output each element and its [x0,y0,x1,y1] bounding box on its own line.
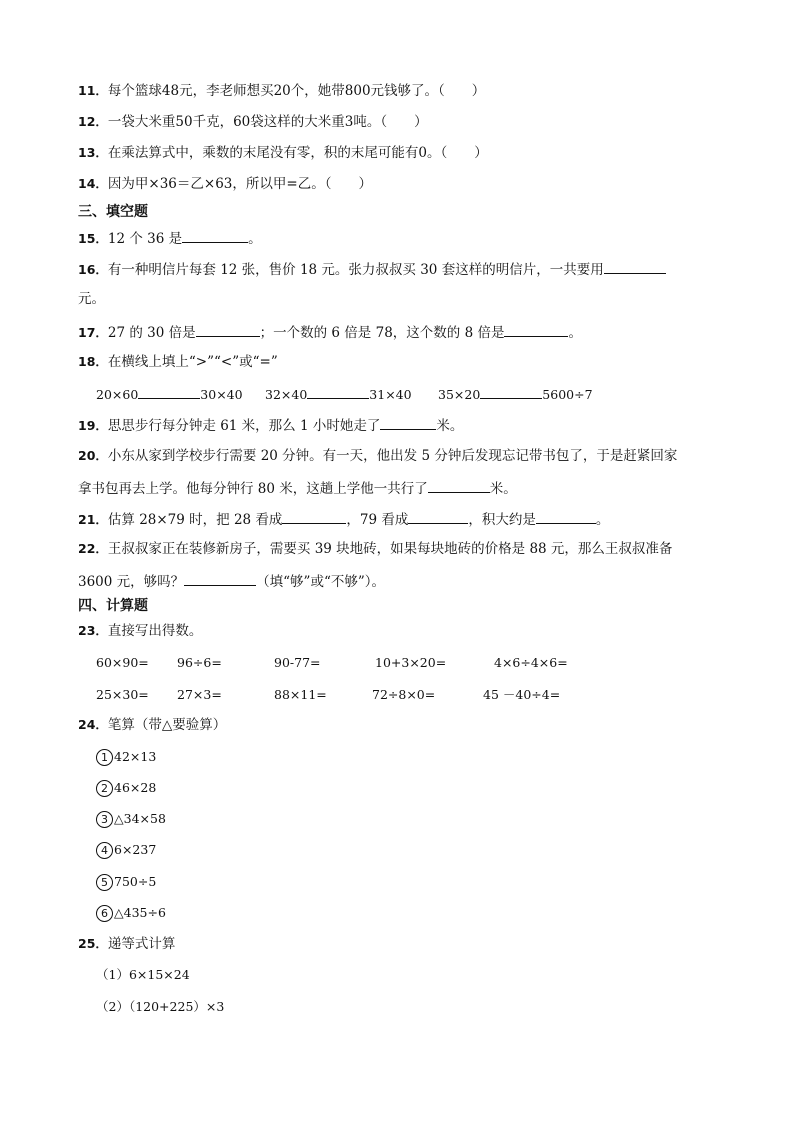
question-21 [78,509,609,529]
question-number: 22． [78,541,108,556]
written-calc-item [96,873,156,891]
question-number: 19． [78,418,108,433]
calc-item: 96÷6= [177,655,222,670]
question-14 [78,175,372,193]
answer-blank[interactable] [182,228,248,243]
question-text: 估算 28×79 时，把 28 看成 [107,512,283,528]
calc-item: 10+3×20= [375,655,447,670]
question-number: 18． [78,354,108,369]
question-text: 元。 [78,291,105,307]
answer-blank[interactable] [480,384,542,399]
calc-item: 90-77= [274,655,321,670]
expression: △34×58 [114,811,166,826]
question-text: 笔算（带△要验算） [107,717,227,733]
question-text: 12 个 36 是 [107,231,183,247]
question-number: 23． [78,623,108,638]
question-text: ；一个数的 6 倍是 78，这个数的 8 倍是 [259,325,505,341]
question-text: 王叔叔家正在装修新房子，需要买 39 块地砖，如果每块地砖的价格是 88 元，那么王叔叔准备 [107,541,673,557]
question-24 [78,716,226,734]
compare-left: 32×40 [265,387,308,402]
calc-item: 60×90= [96,655,149,670]
question-20-cont [78,478,517,498]
question-22 [78,540,672,558]
question-number: 20． [78,448,108,463]
calc-item: 27×3= [177,687,222,702]
question-text: 小东从家到学校步行需要 20 分钟。有一天，他出发 5 分钟后发现忘记带书包了，于是赶紧回家 [107,448,678,464]
question-text: 在乘法算式中，乘数的末尾没有零，积的末尾可能有0。（ ） [107,145,488,161]
circled-number: 4 [96,842,113,859]
question-text: 有一种明信片每套 12 张，售价 18 元。张力叔叔买 30 套这样的明信片，一共要用 [107,262,604,278]
question-number: 16． [78,262,108,277]
question-11 [78,82,485,100]
question-16 [78,259,666,279]
answer-blank[interactable] [504,322,568,337]
compare-item [265,384,412,404]
question-number: 11． [78,83,108,98]
question-number: 14． [78,176,108,191]
question-text: ，79 看成 [346,512,409,528]
written-calc-item [96,810,166,828]
expression: 46×28 [114,780,157,795]
section-heading-calculation: 四、计算题 [78,598,148,614]
question-12 [78,113,428,131]
question-19 [78,415,463,435]
question-25 [78,935,175,953]
question-text: 拿书包再去上学。他每分钟行 80 米，这趟上学他一共行了 [78,481,428,497]
question-13 [78,144,488,162]
question-text: 一袋大米重50千克，60袋这样的大米重3吨。（ ） [107,114,428,130]
calc-item: 4×6÷4×6= [494,655,568,670]
question-text: 在横线上填上“>”“<”或“=” [107,354,278,370]
question-22-cont [78,571,385,591]
calc-item: 88×11= [274,687,327,702]
question-number: 12． [78,114,108,129]
answer-blank[interactable] [428,478,490,493]
question-number: 21． [78,512,108,527]
stepwise-calc-item: （2）（120+225）×3 [96,999,225,1014]
question-17 [78,322,582,342]
calc-item: 72÷8×0= [372,687,436,702]
expression: 42×13 [114,749,157,764]
question-text: 思思步行每分钟走 61 米，那么 1 小时她走了 [107,418,381,434]
question-number: 17． [78,325,108,340]
calc-item: 45 －40÷4= [483,687,561,702]
question-text: （填“够”或“不够”）。 [256,574,386,590]
question-18 [78,353,278,371]
question-text: 每个篮球48元，李老师想买20个，她带800元钱够了。（ ） [107,83,486,99]
circled-number: 1 [96,749,113,766]
circled-number: 6 [96,905,113,922]
question-number: 25． [78,936,108,951]
question-text: 3600 元，够吗？ [78,574,185,590]
expression: △435÷6 [114,905,166,920]
compare-left: 20×60 [96,387,139,402]
question-text: 直接写出得数。 [107,623,203,639]
answer-blank[interactable] [196,322,260,337]
written-calc-item [96,841,156,859]
question-text: 因为甲×36＝乙×63，所以甲=乙。（ ） [107,176,372,192]
compare-right: 5600÷7 [542,387,593,402]
compare-right: 30×40 [200,387,243,402]
question-text: 27 的 30 倍是 [107,325,196,341]
question-text: ，积大约是 [468,512,536,528]
circled-number: 3 [96,811,113,828]
question-16-cont [78,290,105,308]
written-calc-item [96,748,156,766]
answer-blank[interactable] [408,509,468,524]
question-number: 13． [78,145,108,160]
question-23 [78,622,202,640]
expression: 750÷5 [114,874,157,889]
compare-item [438,384,593,404]
answer-blank[interactable] [380,415,436,430]
question-text: 。 [248,231,262,247]
stepwise-calc-item: （1）6×15×24 [96,967,190,982]
circled-number: 2 [96,780,113,797]
question-number: 24． [78,717,108,732]
answer-blank[interactable] [184,571,256,586]
section-heading-fill-blank: 三、填空题 [78,204,148,220]
answer-blank[interactable] [138,384,200,399]
calc-item: 25×30= [96,687,149,702]
answer-blank[interactable] [307,384,369,399]
question-text: 米。 [436,418,464,434]
question-15 [78,228,262,248]
compare-right: 31×40 [369,387,412,402]
question-20 [78,447,677,465]
question-text: 递等式计算 [107,936,176,952]
compare-item [96,384,243,404]
question-text: 米。 [489,481,517,497]
expression: 6×237 [114,842,157,857]
compare-left: 35×20 [438,387,481,402]
answer-blank[interactable] [604,259,666,274]
question-text: 。 [568,325,582,341]
question-text: 。 [595,512,610,528]
question-number: 15． [78,231,108,246]
answer-blank[interactable] [282,509,346,524]
circled-number: 5 [96,874,113,891]
written-calc-item [96,904,166,922]
answer-blank[interactable] [536,509,596,524]
written-calc-item [96,779,156,797]
